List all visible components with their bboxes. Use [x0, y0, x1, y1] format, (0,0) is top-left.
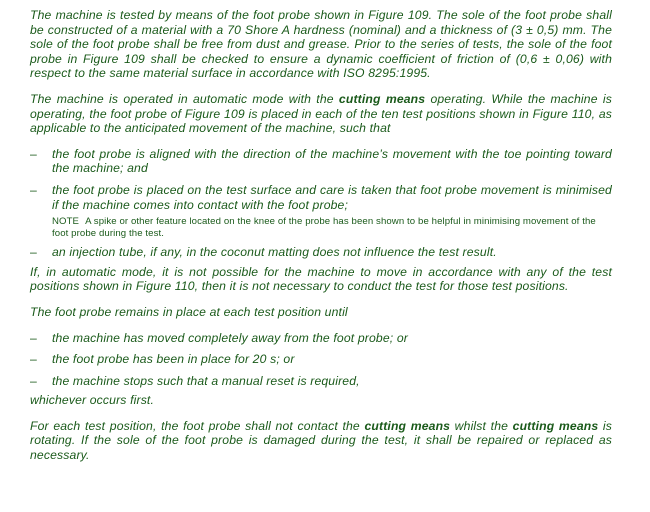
note — [30, 216, 612, 239]
text-run: whilst the — [450, 418, 513, 433]
list-dash: – — [30, 373, 37, 388]
text-run: operating. While the machine is operating, the foot probe of Figure 109 is placed in each of the ten test positions shown in Figure 110, as applicable to the anticipated movement of the machine, such that — [30, 91, 612, 136]
list-dash: – — [30, 146, 37, 161]
paragraph-whichever: whichever occurs first. — [30, 393, 155, 408]
list-item-text: the foot probe is aligned with the direction of the machine’s movement with the toe pointing toward the machine; and — [52, 146, 612, 176]
paragraph-test-method: The machine is tested by means of the foot probe shown in Figure 109. The sole of the foot probe shall be constructed of a material with a 70 Shore A hardness (nominal) and a thickness of (3 ± 0,5) mm. The sole of the foot probe shall be free from dust and grease. Prior to the series of tests, the sole of the foot probe in Figure 109 shall be checked to ensure a dynamic coefficient of friction of (0,6 ± 0,06) with respect to the same material surface in accordance with ISO 8295:1995. — [30, 8, 612, 81]
list-item-text: the machine has moved completely away from the foot probe; or — [52, 330, 408, 345]
term-cutting-means: cutting means — [364, 418, 451, 433]
list-item — [30, 183, 612, 212]
list-dash: – — [30, 330, 37, 345]
list-item-text: an injection tube, if any, in the coconut matting does not influence the test result. — [52, 245, 497, 260]
list-item — [30, 245, 612, 260]
note-text: A spike or other feature located on the knee of the probe has been shown to be helpful in minimising movement of the foot probe during the test. — [52, 216, 596, 239]
text-run: is rotating. If the sole of the foot probe is damaged during the test, it shall be repaired or replaced as necessary. — [30, 418, 612, 463]
stop-conditions-list — [30, 331, 612, 389]
note-label: NOTE — [52, 216, 80, 228]
conditions-list — [30, 147, 612, 260]
list-dash: – — [30, 182, 37, 197]
list-dash: – — [30, 245, 37, 260]
list-item — [30, 352, 612, 367]
term-cutting-means: cutting means — [512, 418, 599, 433]
list-item-text: the foot probe has been in place for 20 s; or — [52, 352, 295, 367]
document-page — [30, 8, 612, 463]
paragraph-remains-in-place: The foot probe remains in place at each test position until — [30, 304, 348, 319]
term-cutting-means: cutting means — [338, 91, 426, 106]
list-dash: – — [30, 352, 37, 367]
list-item — [30, 331, 612, 346]
paragraph-not-possible: If, in automatic mode, it is not possible for the machine to move in accordance with any of the test positions shown in Figure 110, then it is not necessary to conduct the test for those test positions. — [30, 264, 612, 294]
list-item-text: the machine stops such that a manual reset is required, — [52, 373, 360, 388]
list-item — [30, 374, 612, 389]
text-run: For each test position, the foot probe shall not contact the — [30, 418, 365, 433]
paragraph-automatic-mode — [30, 92, 612, 136]
text-run: The machine is operated in automatic mode with the — [30, 91, 339, 106]
list-item — [30, 147, 612, 176]
list-item-text: the foot probe is placed on the test surface and care is taken that foot probe movement is minimised if the machine comes into contact with the foot probe; — [52, 182, 612, 212]
paragraph-each-position — [30, 419, 612, 463]
